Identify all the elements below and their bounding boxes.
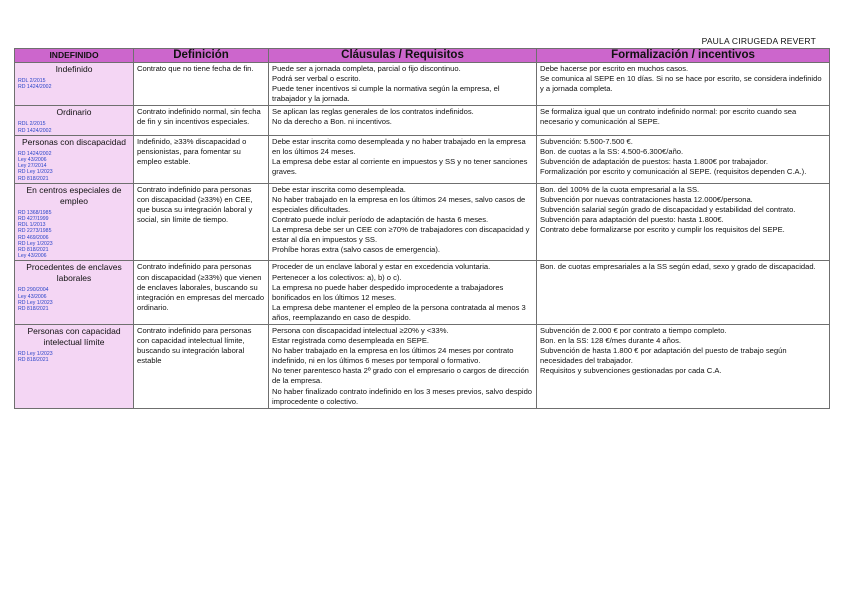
cell-line: Contrato indefinido normal, sin fecha de fin y sin incentivos especiales. bbox=[137, 107, 261, 127]
cell-line: Estar registrada como desempleada en SEPE. bbox=[272, 336, 430, 346]
cell-line: Subvención salarial según grado de discapacidad y estabilidad del contrato. bbox=[540, 204, 796, 214]
formalization-cell bbox=[537, 63, 830, 106]
cell-line: La empresa debe ser un CEE con ≥70% de trabajadores con discapacidad y estar al día en impuestos y SS. bbox=[272, 225, 530, 245]
cell-line: Contrato indefinido para personas con capacidad intelectual límite, buscando su integración laboral estable bbox=[137, 325, 252, 366]
clauses-cell bbox=[269, 324, 537, 408]
cell-line: Puede tener incentivos si cumple la normativa según la empresa, el trabajador y la jornada. bbox=[272, 84, 500, 104]
cell-line: Persona con discapacidad intelectual ≥20% y <33%. bbox=[272, 325, 449, 335]
category-cell bbox=[15, 106, 134, 135]
legal-reference: RD 818/2021 bbox=[18, 247, 49, 254]
header-formalizacion: Formalización / incentivos bbox=[537, 49, 830, 63]
legal-references bbox=[18, 78, 130, 90]
clauses-cell bbox=[269, 135, 537, 183]
clauses-cell bbox=[269, 63, 537, 106]
legal-reference: RD 2273/1985 bbox=[18, 228, 52, 235]
cell-line: No da derecho a Bon. ni incentivos. bbox=[272, 117, 392, 127]
header-clausulas: Cláusulas / Requisitos bbox=[269, 49, 537, 63]
definition-cell bbox=[134, 63, 269, 106]
legal-reference: RD 818/2021 bbox=[18, 357, 49, 364]
legal-reference: RD 1424/2002 bbox=[18, 84, 52, 91]
legal-reference: RDL 1/2013 bbox=[18, 222, 46, 229]
category-name: Personas con discapacidad bbox=[22, 136, 126, 147]
cell-line: Subvención de 2.000 € por contrato a tiempo completo. bbox=[540, 325, 727, 335]
cell-line: La empresa debe estar al corriente en impuestos y SS y no tener sanciones graves. bbox=[272, 156, 528, 177]
cell-line: Proceder de un enclave laboral y estar en excedencia voluntaria. bbox=[272, 262, 491, 272]
legal-reference: RD Ley 1/2023 bbox=[18, 299, 53, 306]
legal-references bbox=[18, 351, 130, 363]
cell-line: Contrato debe formalizarse por escrito y cumplir los requisitos del SEPE. bbox=[540, 225, 785, 235]
cell-line: No tener parentesco hasta 2º grado con el empresario o cargos de dirección de la empresa. bbox=[272, 366, 529, 386]
header-indefinido: INDEFINIDO bbox=[15, 49, 134, 63]
category-name: Procedentes de enclaves laborales bbox=[26, 262, 122, 284]
definition-cell bbox=[134, 183, 269, 261]
cell-line: Contrato indefinido para personas con discapacidad (≥33%) en CEE, que busca su integración laboral y social, sin límite de tiempo. bbox=[137, 184, 253, 225]
table-body bbox=[15, 63, 830, 409]
category-cell bbox=[15, 135, 134, 183]
legal-reference: RD 427/1999 bbox=[18, 216, 49, 222]
legal-references bbox=[18, 287, 130, 312]
definition-cell bbox=[134, 324, 269, 408]
category-cell bbox=[15, 261, 134, 325]
cell-line: Pertenecer a los colectivos: a), b) o c). bbox=[272, 272, 402, 282]
cell-line: Bon. del 100% de la cuota empresarial a la SS. bbox=[540, 184, 700, 194]
legal-references bbox=[18, 210, 130, 260]
cell-line: La empresa debe mantener el empleo de la persona contratada al menos 3 años, reemplazando en caso de despido. bbox=[272, 302, 526, 322]
clauses-cell bbox=[269, 261, 537, 325]
cell-line: Subvención para adaptación del puesto: hasta 1.800€. bbox=[540, 215, 724, 225]
legal-references bbox=[18, 121, 130, 133]
category-name: Indefinido bbox=[55, 64, 93, 74]
table-row bbox=[15, 63, 830, 106]
cell-line: Debe estar inscrita como desempleada y no haber trabajado en la empresa en los últimos 24 meses. bbox=[272, 136, 526, 156]
author-name: PAULA CIRUGEDA REVERT bbox=[701, 36, 816, 46]
cell-line: Contrato indefinido para personas con discapacidad (≥33%) que vienen de enclaves laborales, buscando su integración en empresas del mercado ordinario. bbox=[137, 262, 265, 312]
legal-references bbox=[18, 151, 130, 182]
table-row bbox=[15, 324, 830, 408]
cell-line: Subvención de adaptación de puestos: hasta 1.800€ por trabajador. bbox=[540, 156, 768, 166]
cell-line: Contrato que no tiene fecha de fin. bbox=[137, 64, 254, 73]
category-cell bbox=[15, 63, 134, 106]
cell-line: Subvención de hasta 1.800 € por adaptación del puesto de trabajo según necesidades del trabajador. bbox=[540, 346, 787, 366]
cell-line: Podrá ser verbal o escrito. bbox=[272, 74, 361, 84]
cell-line: Bon. en la SS: 128 €/mes durante 4 años. bbox=[540, 336, 681, 346]
legal-reference: RD 1424/2002 bbox=[18, 127, 52, 134]
legal-reference: RD 1368/1985 bbox=[18, 209, 52, 216]
table-header-row bbox=[15, 49, 830, 63]
cell-line: No haber trabajado en la empresa en los últimos 24 meses, salvo casos de especiales dificultades. bbox=[272, 194, 526, 214]
formalization-cell bbox=[537, 135, 830, 183]
cell-line: La empresa no puede haber despedido improcedente a trabajadores bonificados en los últimos 12 meses. bbox=[272, 282, 504, 302]
legal-reference: Ley 43/2006 bbox=[18, 156, 47, 163]
cell-line: Subvención: 5.500-7.500 €. bbox=[540, 136, 633, 146]
cell-line: Indefinido, ≥33% discapacidad o pensionistas, para fomentar su empleo estable. bbox=[137, 136, 247, 166]
header-definicion: Definición bbox=[134, 49, 269, 63]
cell-line: No haber trabajado en la empresa en los últimos 24 meses por contrato indefinido, ni en los últimos 6 meses por temporal o formativo. bbox=[272, 346, 514, 366]
definition-cell bbox=[134, 135, 269, 183]
definition-cell bbox=[134, 261, 269, 325]
definition-cell bbox=[134, 106, 269, 135]
legal-reference: Ley 27/2014 bbox=[18, 163, 47, 170]
formalization-cell bbox=[537, 106, 830, 135]
cell-line: Requisitos y subvenciones gestionadas por cada C.A. bbox=[540, 366, 722, 376]
cell-line: Subvención por nuevas contrataciones hasta 12.000€/persona. bbox=[540, 194, 753, 204]
cell-line: Formalización por escrito y comunicación al SEPE. (requisitos dependen C.A.). bbox=[540, 167, 807, 177]
legal-reference: RDL 2/2015 bbox=[18, 78, 46, 84]
legal-reference: RD Ley 1/2023 bbox=[18, 169, 53, 176]
cell-line: Puede ser a jornada completa, parcial o fijo discontinuo. bbox=[272, 64, 461, 73]
legal-reference: RD 818/2021 bbox=[18, 306, 49, 313]
cell-line: No haber finalizado contrato indefinido en los 3 meses previos, salvo despido improcedente o colectivo. bbox=[272, 386, 533, 406]
legal-reference: Ley 43/2006 bbox=[18, 293, 47, 300]
legal-reference: RD 290/2004 bbox=[18, 287, 49, 294]
legal-reference: RD 469/2006 bbox=[18, 234, 49, 241]
cell-line: Se aplican las reglas generales de los contratos indefinidos. bbox=[272, 107, 474, 117]
cell-line: Bon. de cuotas a la SS: 4.500-6.300€/año. bbox=[540, 146, 684, 156]
clauses-cell bbox=[269, 183, 537, 261]
legal-reference: RD 818/2021 bbox=[18, 175, 49, 182]
cell-line: Prohíbe horas extra (salvo casos de emergencia). bbox=[272, 245, 440, 255]
category-cell bbox=[15, 183, 134, 261]
legal-reference: RD Ley 1/2023 bbox=[18, 240, 53, 247]
legal-reference: Ley 43/2006 bbox=[18, 253, 47, 260]
category-cell bbox=[15, 324, 134, 408]
category-name: Personas con capacidad intelectual límite bbox=[27, 325, 121, 347]
legal-reference: RD 1424/2002 bbox=[18, 150, 52, 157]
cell-line: Debe hacerse por escrito en muchos casos. bbox=[540, 64, 689, 73]
category-name: Ordinario bbox=[56, 107, 92, 118]
legal-reference: RD Ley 1/2023 bbox=[18, 350, 53, 357]
clauses-cell bbox=[269, 106, 537, 135]
formalization-cell bbox=[537, 183, 830, 261]
table-row bbox=[15, 135, 830, 183]
cell-line: Se formaliza igual que un contrato indefinido normal: por escrito cuando sea necesario y comunicación al SEPE. bbox=[540, 107, 797, 127]
cell-line: Bon. de cuotas empresariales a la SS según edad, sexo y grado de discapacidad. bbox=[540, 262, 816, 272]
contracts-table bbox=[14, 48, 830, 409]
formalization-cell bbox=[537, 324, 830, 408]
legal-reference: RDL 2/2015 bbox=[18, 121, 46, 128]
table-row bbox=[15, 183, 830, 261]
table-row bbox=[15, 106, 830, 135]
cell-line: Contrato puede incluir período de adaptación de hasta 6 meses. bbox=[272, 215, 489, 225]
table-row bbox=[15, 261, 830, 325]
formalization-cell bbox=[537, 261, 830, 325]
cell-line: Debe estar inscrita como desempleada. bbox=[272, 184, 406, 194]
category-name: En centros especiales de empleo bbox=[26, 184, 122, 206]
cell-line: Se comunica al SEPE en 10 días. Si no se hace por escrito, se considera indefinido y a jornada completa. bbox=[540, 74, 822, 94]
